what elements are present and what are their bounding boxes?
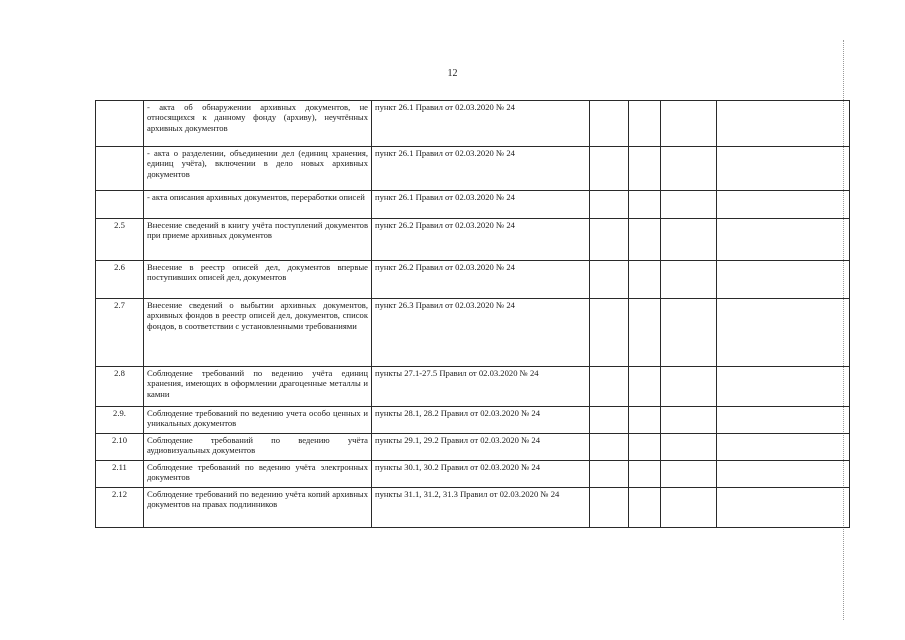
empty-cell bbox=[629, 219, 661, 261]
row-number: 2.10 bbox=[96, 434, 144, 461]
empty-cell bbox=[661, 191, 717, 219]
legal-reference: пункты 28.1, 28.2 Правил от 02.03.2020 № 24 bbox=[372, 407, 590, 434]
empty-cell bbox=[629, 299, 661, 367]
empty-cell bbox=[661, 261, 717, 299]
requirement-text: Соблюдение требований по ведению учёта единиц хранения, имеющих в оформлении драгоценные металлы и камни bbox=[144, 367, 372, 407]
requirement-text: Внесение сведений о выбытии архивных документов, архивных фондов в реестр описей дел, документов, список фондов, в соответствии с установленными требованиями bbox=[144, 299, 372, 367]
empty-cell bbox=[661, 461, 717, 488]
empty-cell bbox=[629, 367, 661, 407]
empty-cell bbox=[590, 191, 629, 219]
empty-cell bbox=[661, 147, 717, 191]
empty-cell bbox=[717, 488, 850, 528]
empty-cell bbox=[629, 147, 661, 191]
empty-cell bbox=[661, 101, 717, 147]
table-row bbox=[96, 488, 850, 528]
empty-cell bbox=[590, 219, 629, 261]
table-row bbox=[96, 147, 850, 191]
empty-cell bbox=[629, 407, 661, 434]
page-number: 12 bbox=[447, 68, 458, 79]
empty-cell bbox=[590, 367, 629, 407]
empty-cell bbox=[590, 101, 629, 147]
table-row bbox=[96, 434, 850, 461]
row-number: 2.5 bbox=[96, 219, 144, 261]
empty-cell bbox=[717, 367, 850, 407]
requirement-text: - акта об обнаружении архивных документов, не относящихся к данному фонду (архиву), неучтённых архивных документов bbox=[144, 101, 372, 147]
table-row bbox=[96, 367, 850, 407]
legal-reference: пункты 31.1, 31.2, 31.3 Правил от 02.03.2020 № 24 bbox=[372, 488, 590, 528]
empty-cell bbox=[661, 299, 717, 367]
legal-reference: пункт 26.1 Правил от 02.03.2020 № 24 bbox=[372, 101, 590, 147]
table-row bbox=[96, 219, 850, 261]
row-number: 2.11 bbox=[96, 461, 144, 488]
requirement-text: Соблюдение требований по ведению учёта копий архивных документов на правах подлинников bbox=[144, 488, 372, 528]
empty-cell bbox=[717, 261, 850, 299]
empty-cell bbox=[590, 461, 629, 488]
row-number: 2.7 bbox=[96, 299, 144, 367]
empty-cell bbox=[661, 367, 717, 407]
empty-cell bbox=[717, 101, 850, 147]
requirement-text: Внесение сведений в книгу учёта поступлений документов при приеме архивных документов bbox=[144, 219, 372, 261]
table-row bbox=[96, 101, 850, 147]
empty-cell bbox=[590, 488, 629, 528]
empty-cell bbox=[629, 461, 661, 488]
empty-cell bbox=[590, 147, 629, 191]
empty-cell bbox=[717, 147, 850, 191]
legal-reference: пункт 26.2 Правил от 02.03.2020 № 24 bbox=[372, 261, 590, 299]
empty-cell bbox=[629, 261, 661, 299]
empty-cell bbox=[717, 191, 850, 219]
row-number: 2.9. bbox=[96, 407, 144, 434]
requirement-text: Соблюдение требований по ведению учёта аудиовизуальных документов bbox=[144, 434, 372, 461]
requirement-text: Внесение в реестр описей дел, документов впервые поступивших описей дел, документов bbox=[144, 261, 372, 299]
empty-cell bbox=[661, 219, 717, 261]
empty-cell bbox=[590, 407, 629, 434]
empty-cell bbox=[661, 434, 717, 461]
table-row bbox=[96, 461, 850, 488]
empty-cell bbox=[590, 299, 629, 367]
legal-reference: пункт 26.3 Правил от 02.03.2020 № 24 bbox=[372, 299, 590, 367]
row-number: 2.6 bbox=[96, 261, 144, 299]
empty-cell bbox=[590, 261, 629, 299]
empty-cell bbox=[717, 461, 850, 488]
empty-cell bbox=[629, 191, 661, 219]
requirement-text: Соблюдение требований по ведению учета особо ценных и уникальных документов bbox=[144, 407, 372, 434]
empty-cell bbox=[717, 407, 850, 434]
table-row bbox=[96, 299, 850, 367]
row-number bbox=[96, 147, 144, 191]
empty-cell bbox=[661, 488, 717, 528]
legal-reference: пункт 26.2 Правил от 02.03.2020 № 24 bbox=[372, 219, 590, 261]
table-row bbox=[96, 407, 850, 434]
row-number bbox=[96, 191, 144, 219]
row-number: 2.8 bbox=[96, 367, 144, 407]
empty-cell bbox=[661, 407, 717, 434]
requirement-text: - акта описания архивных документов, переработки описей bbox=[144, 191, 372, 219]
row-number bbox=[96, 101, 144, 147]
legal-reference: пункт 26.1 Правил от 02.03.2020 № 24 bbox=[372, 191, 590, 219]
requirement-text: Соблюдение требований по ведению учёта электронных документов bbox=[144, 461, 372, 488]
empty-cell bbox=[717, 219, 850, 261]
empty-cell bbox=[629, 434, 661, 461]
row-number: 2.12 bbox=[96, 488, 144, 528]
empty-cell bbox=[717, 299, 850, 367]
legal-reference: пункты 30.1, 30.2 Правил от 02.03.2020 № 24 bbox=[372, 461, 590, 488]
table-row bbox=[96, 261, 850, 299]
empty-cell bbox=[717, 434, 850, 461]
table-row bbox=[96, 191, 850, 219]
requirement-text: - акта о разделении, объединении дел (единиц хранения, единиц учёта), включении в дело новых архивных документов bbox=[144, 147, 372, 191]
inspection-table bbox=[95, 100, 850, 528]
legal-reference: пункты 29.1, 29.2 Правил от 02.03.2020 № 24 bbox=[372, 434, 590, 461]
empty-cell bbox=[629, 488, 661, 528]
empty-cell bbox=[590, 434, 629, 461]
empty-cell bbox=[629, 101, 661, 147]
legal-reference: пункты 27.1-27.5 Правил от 02.03.2020 № 24 bbox=[372, 367, 590, 407]
legal-reference: пункт 26.1 Правил от 02.03.2020 № 24 bbox=[372, 147, 590, 191]
